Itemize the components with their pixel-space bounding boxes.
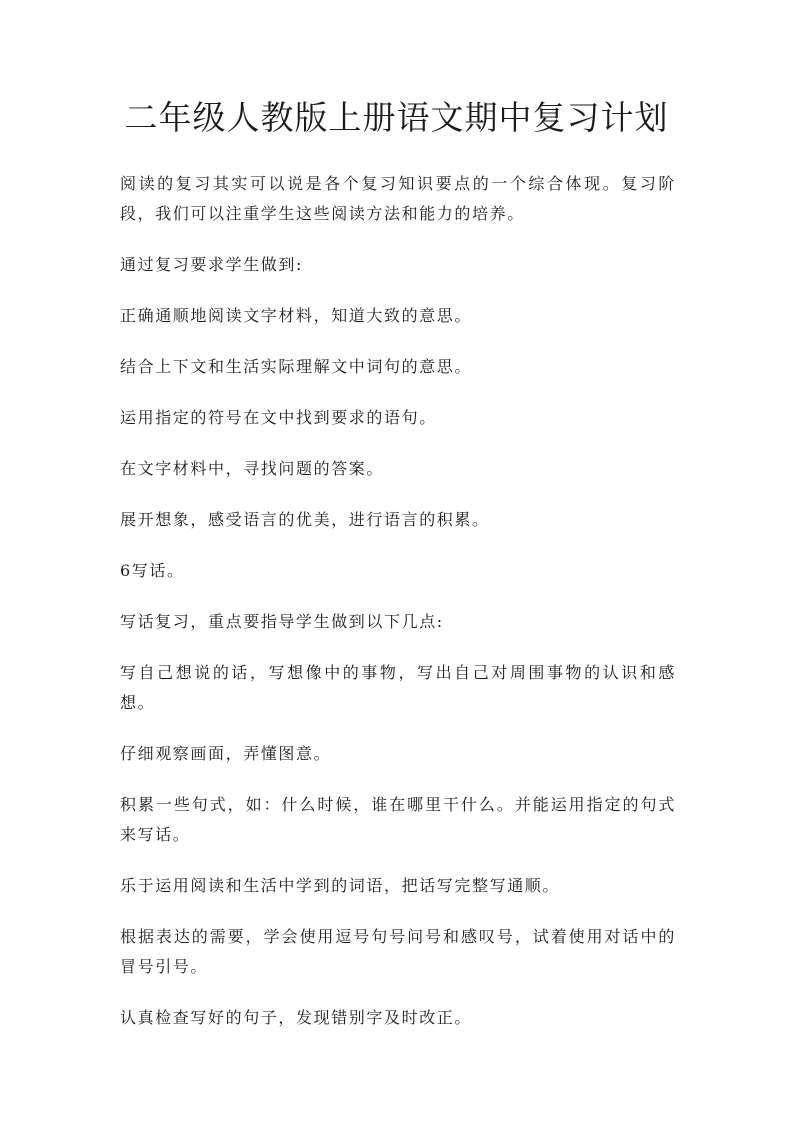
paragraph-item: 正确通顺地阅读文字材料，知道大致的意思。: [120, 306, 473, 325]
document-body: [120, 169, 676, 1054]
section-heading-writing: 6写话。: [120, 561, 185, 580]
paragraph-item: 仔细观察画面，弄懂图意。: [120, 744, 332, 763]
paragraph-item: 积累一些句式，如：什么时候，谁在哪里干什么。并能运用指定的句式来写话。: [120, 795, 676, 844]
paragraph-item: 根据表达的需要，学会使用逗号句号问号和感叹号，试着使用对话中的冒号引号。: [120, 927, 676, 976]
paragraph-item: 认真检查写好的句子，发现错别字及时改正。: [120, 1008, 473, 1027]
page-title: 二年级人教版上册语文期中复习计划: [124, 98, 669, 137]
paragraph-writing-lead: 写话复习，重点要指导学生做到以下几点:: [120, 612, 444, 631]
paragraph-item: 乐于运用阅读和生活中学到的词语，把话写完整写通顺。: [120, 876, 561, 895]
paragraph-item: 结合上下文和生活实际理解文中词句的意思。: [120, 357, 473, 376]
paragraph-requirements-lead: 通过复习要求学生做到:: [120, 255, 303, 274]
paragraph-item: 运用指定的符号在文中找到要求的语句。: [120, 408, 437, 427]
paragraph-item: 写自己想说的话，写想像中的事物，写出自己对周围事物的认识和感想。: [120, 663, 676, 712]
paragraph-reading-intro: 阅读的复习其实可以说是各个复习知识要点的一个综合体现。复习阶段，我们可以注重学生这些阅读方法和能力的培养。: [120, 174, 676, 223]
paragraph-item: 在文字材料中，寻找问题的答案。: [120, 459, 385, 478]
paragraph-item: 展开想象，感受语言的优美，进行语言的积累。: [120, 510, 490, 529]
